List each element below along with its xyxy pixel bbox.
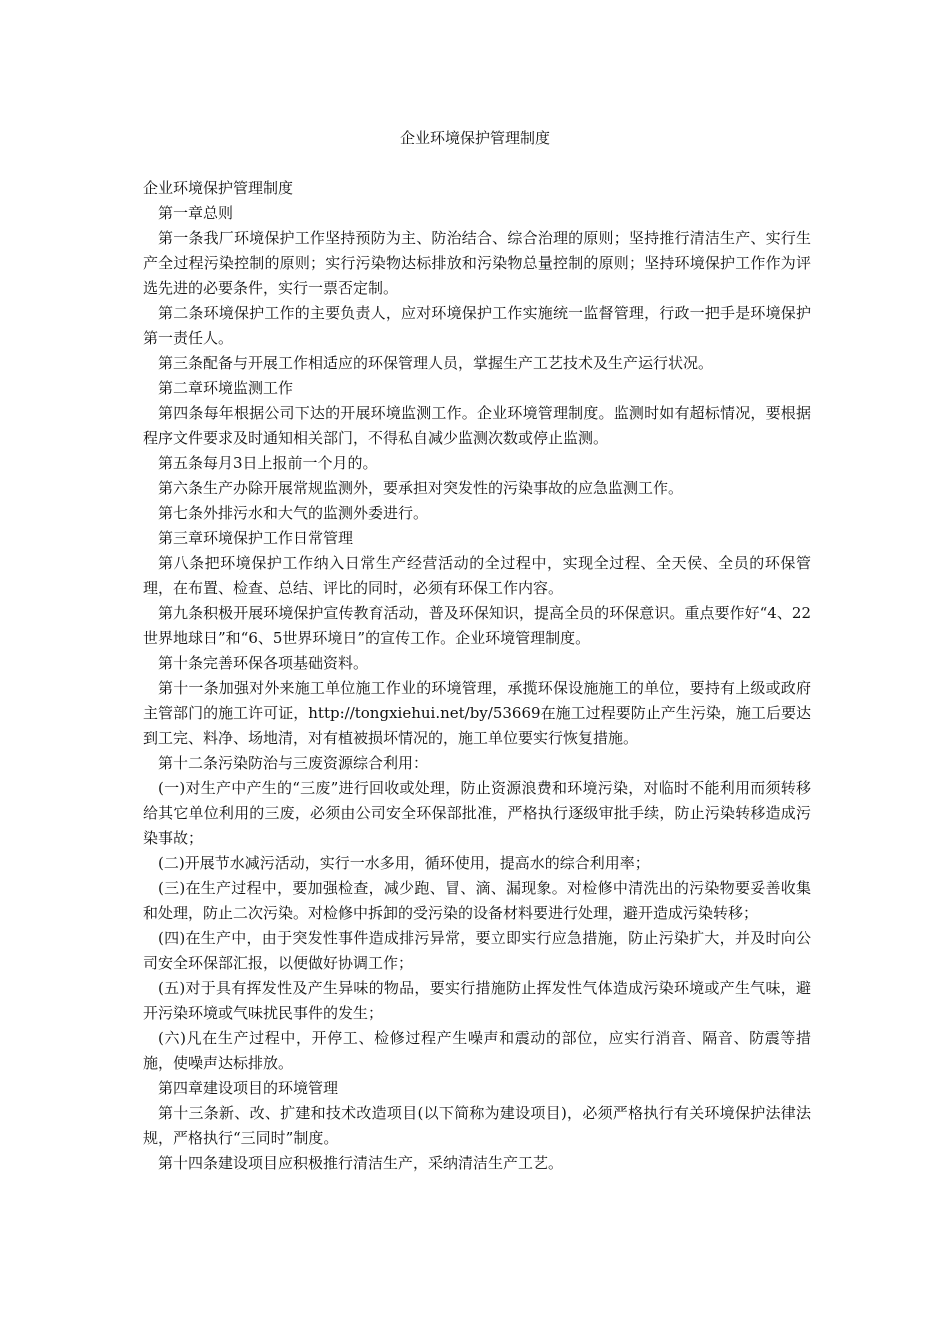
article-11: 第十一条加强对外来施工单位施工作业的环境管理，承揽环保设施施工的单位，要持有上级或政府主管部门的施工许可证，http://tongxiehui.net/by/53669在施工过程要防止产生污染，施工后要达到工完、料净、场地清，对有植被损坏情况的，施工单位要实行恢复措施。 [143, 679, 811, 747]
chapter-heading-3: 第三章环境保护工作日常管理 [158, 529, 354, 547]
article-5: 第五条每月3日上报前一个月的。 [158, 454, 378, 472]
article-4: 第四条每年根据公司下达的开展环境监测工作。企业环境管理制度。监测时如有超标情况，要根据程序文件要求及时通知相关部门，不得私自减少监测次数或停止监测。 [143, 404, 811, 447]
article-1: 第一条我厂环境保护工作坚持预防为主、防治结合、综合治理的原则；坚持推行清洁生产、实行生产全过程污染控制的原则；实行污染物达标排放和污染物总量控制的原则；坚持环境保护工作作为评选先进的必要条件，实行一票否定制。 [143, 229, 811, 297]
article-12-item-6: (六)凡在生产过程中，开停工、检修过程产生噪声和震动的部位，应实行消音、隔音、防震等措施，使噪声达标排放。 [143, 1029, 811, 1072]
article-12-item-1: (一)对生产中产生的“三废”进行回收或处理，防止资源浪费和环境污染，对临时不能利用而须转移给其它单位利用的三废，必须由公司安全环保部批准，严格执行逐级审批手续，防止污染转移造成污染事故； [143, 779, 811, 847]
chapter-heading-1: 第一章总则 [158, 204, 234, 222]
document-subtitle: 企业环境保护管理制度 [143, 179, 294, 197]
article-10: 第十条完善环保各项基础资料。 [158, 654, 369, 672]
chapter-heading-2: 第二章环境监测工作 [158, 379, 294, 397]
document-title: 企业环境保护管理制度 [399, 129, 550, 147]
article-12-item-5: (五)对于具有挥发性及产生异味的物品，要实行措施防止挥发性气体造成污染环境或产生气味，避开污染环境或气味扰民事件的发生； [143, 979, 811, 1022]
article-3: 第三条配备与开展工作相适应的环保管理人员，掌握生产工艺技术及生产运行状况。 [158, 354, 714, 372]
article-8: 第八条把环境保护工作纳入日常生产经营活动的全过程中，实现全过程、全天侯、全员的环保管理，在布置、检查、总结、评比的同时，必须有环保工作内容。 [143, 554, 811, 597]
article-7: 第七条外排污水和大气的监测外委进行。 [158, 504, 429, 522]
article-6: 第六条生产办除开展常规监测外，要承担对突发性的污染事故的应急监测工作。 [158, 479, 684, 497]
article-12-item-2: (二)开展节水减污活动，实行一水多用，循环使用，提高水的综合利用率； [158, 854, 650, 872]
article-12: 第十二条污染防治与三废资源综合利用： [158, 754, 429, 772]
article-13: 第十三条新、改、扩建和技术改造项目(以下简称为建设项目)，必须严格执行有关环境保护法律法规，严格执行“三同时”制度。 [143, 1104, 811, 1147]
article-14: 第十四条建设项目应积极推行清洁生产，采纳清洁生产工艺。 [158, 1154, 564, 1172]
article-9: 第九条积极开展环境保护宣传教育活动，普及环保知识，提高全员的环保意识。重点要作好“4、22世界地球日”和“6、5世界环境日”的宣传工作。企业环境管理制度。 [143, 604, 811, 647]
article-2: 第二条环境保护工作的主要负责人，应对环境保护工作实施统一监督管理，行政一把手是环境保护第一责任人。 [143, 304, 811, 347]
article-12-item-4: (四)在生产中，由于突发性事件造成排污异常，要立即实行应急措施，防止污染扩大，并及时向公司安全环保部汇报，以便做好协调工作； [143, 929, 811, 972]
chapter-heading-4: 第四章建设项目的环境管理 [158, 1079, 339, 1097]
article-12-item-3: (三)在生产过程中，要加强检查，减少跑、冒、滴、漏现象。对检修中清洗出的污染物要妥善收集和处理，防止二次污染。对检修中拆卸的受污染的设备材料要进行处理，避开造成污染转移； [143, 879, 811, 922]
document-body [143, 176, 811, 1176]
